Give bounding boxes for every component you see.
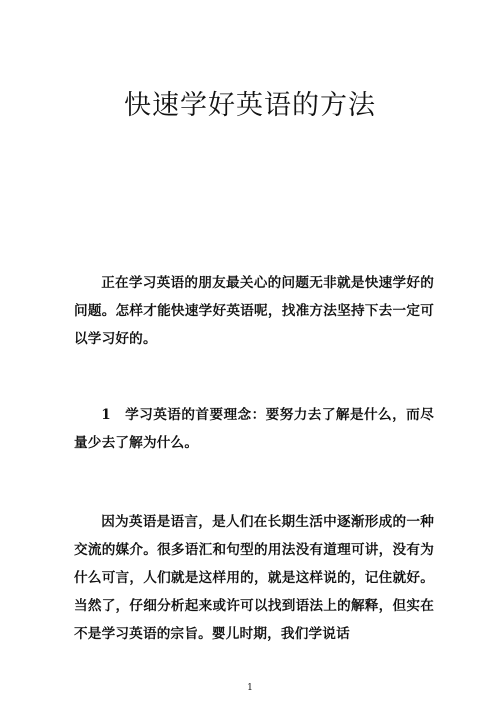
paragraph-point-1: 1 学习英语的首要理念：要努力去了解是什么，而尽量少去了解为什么。 xyxy=(74,407,434,451)
paragraph-intro: 正在学习英语的朋友最关心的问题无非就是快速学好的问题。怎样才能快速学好英语呢，找准方法坚持下去一定可以学习好的。 xyxy=(74,275,434,347)
page-number: 1 xyxy=(247,683,253,693)
paragraph-explanation: 因为英语是语言，是人们在长期生活中逐渐形成的一种交流的媒介。很多语汇和句型的用法没有道理可讲，没有为什么可言，人们就是这样用的，就是这样说的，记住就好。当然了，仔细分析起来或许可以找到语法上的解释，但实在不是学习英语的宗旨。婴儿时期，我们学说话 xyxy=(74,514,434,642)
document-title: 快速学好英语的方法 xyxy=(124,90,376,121)
